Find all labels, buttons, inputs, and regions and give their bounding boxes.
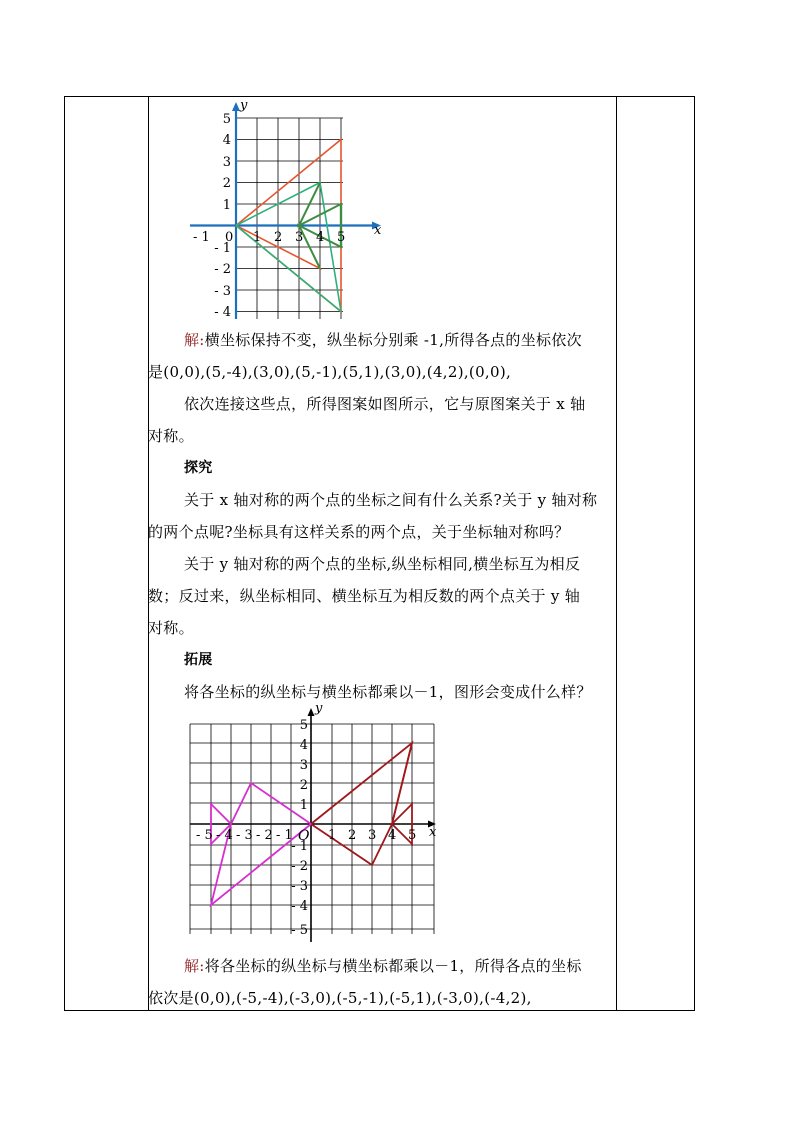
x-tick-label: 2 bbox=[348, 828, 357, 843]
x-tick-label: - 4 bbox=[216, 828, 233, 843]
y-tick-label: 2 bbox=[299, 778, 308, 793]
solution1-line3: 依次连接这些点，所得图案如图所示，它与原图案关于 x 轴 bbox=[184, 395, 586, 413]
graph1-y-label: y bbox=[240, 98, 248, 113]
x-tick-label: 3 bbox=[295, 230, 304, 245]
y-tick-label: 1 bbox=[299, 798, 308, 813]
x-tick-label: 3 bbox=[368, 828, 377, 843]
y-tick-label: - 5 bbox=[291, 923, 308, 938]
y-tick-label: 5 bbox=[299, 718, 308, 733]
x-tick-label: - 1 bbox=[193, 230, 210, 245]
graph2-x-label: x bbox=[429, 825, 437, 840]
graph2-y-label: y bbox=[315, 702, 323, 716]
solution1-line4: 对称。 bbox=[148, 427, 194, 445]
solution2-line1: 解:将各坐标的纵坐标与横坐标都乘以－1，所得各点的坐标 bbox=[184, 957, 582, 975]
x-tick-label: - 3 bbox=[236, 828, 253, 843]
explore-answer-line3: 对称。 bbox=[148, 619, 194, 637]
x-tick-label: 4 bbox=[388, 828, 397, 843]
x-tick-label: 1 bbox=[328, 828, 337, 843]
solution2-line2: 依次是(0,0),(-5,-4),(-3,0),(-5,-1),(-5,1),(-3,0),(-4,2), bbox=[148, 989, 532, 1007]
explore-question-line2: 的两个点呢?坐标具有这样关系的两个点，关于坐标轴对称吗？ bbox=[148, 523, 570, 541]
x-tick-label: - 1 bbox=[276, 828, 293, 843]
explore-answer-line1: 关于 y 轴对称的两个点的坐标,纵坐标相同,横坐标互为相反 bbox=[184, 555, 581, 573]
graph1-x-label: x bbox=[374, 223, 382, 238]
y-tick-label: - 4 bbox=[291, 899, 308, 914]
explore-heading: 探究 bbox=[184, 460, 213, 476]
y-tick-label: - 4 bbox=[214, 305, 231, 320]
y-tick-label: - 1 bbox=[214, 241, 231, 256]
y-tick-label: 4 bbox=[299, 738, 308, 753]
solution1-line1: 解:横坐标保持不变，纵坐标分别乘 -1,所得各点的坐标依次 bbox=[184, 331, 582, 349]
y-tick-label: - 2 bbox=[214, 262, 231, 277]
y-tick-label: - 1 bbox=[291, 839, 308, 854]
graph1-y-ticks bbox=[214, 112, 234, 320]
x-tick-label: 2 bbox=[274, 230, 283, 245]
y-tick-label: - 3 bbox=[291, 879, 308, 894]
x-tick-label: 0 bbox=[225, 230, 234, 245]
y-tick-label: 5 bbox=[222, 112, 231, 127]
y-tick-label: 1 bbox=[222, 198, 231, 213]
solution-label: 解: bbox=[184, 331, 205, 349]
y-tick-label: - 3 bbox=[214, 284, 231, 299]
extend-question: 将各坐标的纵坐标与横坐标都乘以－1，图形会变成什么样？ bbox=[184, 683, 592, 701]
extend-heading: 拓展 bbox=[184, 652, 213, 668]
x-tick-label: 1 bbox=[253, 230, 262, 245]
graph-origin-reflection bbox=[186, 702, 442, 950]
x-tick-label: 5 bbox=[408, 828, 417, 843]
y-tick-label: - 2 bbox=[291, 859, 308, 874]
y-tick-label: 4 bbox=[222, 133, 231, 148]
explore-answer-line2: 数；反过来，纵坐标相同、横坐标互为相反数的两个点关于 y 轴 bbox=[148, 587, 581, 605]
x-tick-label: 5 bbox=[337, 230, 346, 245]
x-tick-label: - 2 bbox=[256, 828, 273, 843]
explore-question-line1: 关于 x 轴对称的两个点的坐标之间有什么关系?关于 y 轴对称 bbox=[184, 491, 598, 509]
y-tick-label: 2 bbox=[222, 176, 231, 191]
y-axis-arrow-icon bbox=[232, 102, 240, 111]
origin-label: O bbox=[298, 828, 310, 844]
y-tick-label: 3 bbox=[299, 758, 308, 773]
y-tick-label: 3 bbox=[222, 155, 231, 170]
graph-x-axis-reflection bbox=[186, 98, 386, 323]
solution1-line2: 是(0,0),(5,-4),(3,0),(5,-1),(5,1),(3,0),(4,2),(0,0), bbox=[148, 363, 512, 381]
x-tick-label: - 5 bbox=[196, 828, 213, 843]
x-tick-label: 4 bbox=[316, 230, 325, 245]
y-axis-arrow-icon bbox=[308, 708, 315, 716]
solution-label: 解: bbox=[184, 957, 205, 975]
graph2-original-edge bbox=[392, 743, 412, 824]
